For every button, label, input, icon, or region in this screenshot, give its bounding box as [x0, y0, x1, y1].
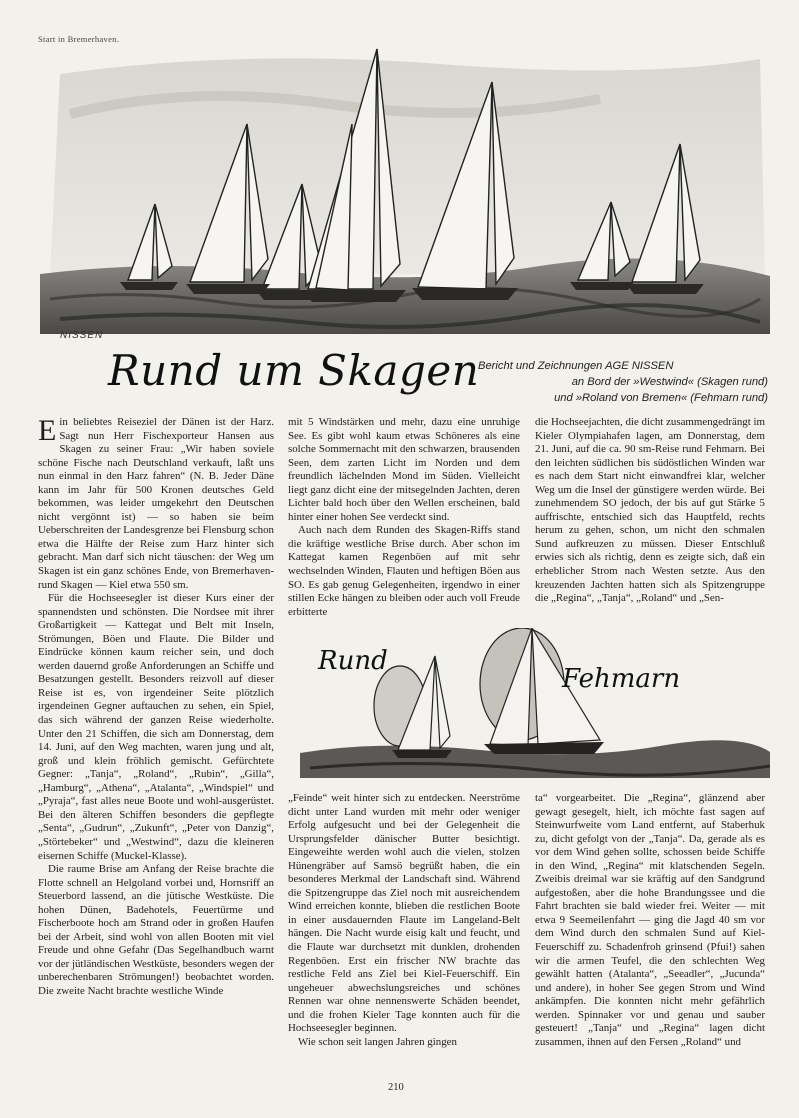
photo-caption: Start in Bremerhaven. — [38, 34, 120, 44]
text-column-1 — [38, 416, 274, 999]
paragraph: Auch nach dem Runden des Skagen-Riffs stand die kräftige westliche Brise durch. Aber schon im Kattegat kamen Regenböen auf mit sehr wechselnden Winden, Flauten und heftigen Böen aus SO. Es gab genug Gelegenheiten, irgendwo in einer stillen Ecke hängen zu bleiben oder auch voll Freude erbitterte — [288, 524, 520, 618]
sailboats-illustration — [40, 44, 770, 344]
text-column-2 — [288, 416, 520, 619]
drop-cap: E — [38, 414, 57, 447]
credits-line-1: Bericht und Zeichnungen AGE NISSEN — [478, 360, 674, 372]
credits-line-3: und »Roland von Bremen« (Fehmarn rund) — [554, 392, 768, 404]
inset-title-rund: Rund — [318, 646, 388, 676]
fehmarn-illustration — [300, 628, 770, 788]
paragraph: Für die Hochseesegler ist dieser Kurs einer der spannendsten und schönsten. Die Nordsee mit ihrer Großartigkeit — Kattegat und Belt mit Inseln, Strömungen, Böen und Flaute. Die Bilder und Eindrücke können kaum reicher sein, und doch werden dauernd große Anforderungen an Schiffe und Besatzungen gestellt. Besonders reizvoll auf dieser Reise ist es, von irgendeiner Seite plötzlich irgendeinen Gegner auftauchen zu sehen, ein Spiel, das sich während der ganzen Reise wiederholte. Unter den 21 Schiffen, die sich am Donnerstag, dem 14. Juni, auf den Weg machten, waren jung und alt, groß und klein fröhlich gemischt. Gefürchtete Gegner: „Tanja“, „Roland“, „Rubin“, „Gilla“, „Hamburg“, „Athena“, „Atalanta“, „Windspiel“ und „Pyraja“, fast alles neue Boote und wohl-ausgerüstet. Bei den älteren Schiffen besonders die gepflegte „Senta“, „Gudrun“, „Zukunft“, „Peter von Danzig“, „Störtebeker“ und „Westwind“, dazu die kleineren eisernen Schiffe (Muckel-Klasse). — [38, 592, 274, 862]
paragraph: mit 5 Windstärken und mehr, dazu eine unruhige See. Es gibt wohl kaum etwas Schöneres als eine solche Sommernacht mit den schwarzen, brausenden Seen, dem zarten Licht im Norden und dem freundlich lächelnden Mond im Süden. Vielleicht liegt ganz dicht eine der mitsegelnden Jachten, deren Lichter bald hoch über den Wellen erscheinen, bald hinter einer hohen See verdeckt sind. — [288, 416, 520, 523]
paragraph: ta“ vorgearbeitet. Die „Regina“, glänzend aber gewagt gesegelt, hielt, ich möchte fast sagen auf Steinwurfweite vom Land entfernt, auf Staberhuk zu, dicht gefolgt von der „Tanja“. Da, gerade als es vor dem Wind gehen sollte, schossen beide Schiffe in den Wind, „Regina“ mit klatschenden Segeln. Zweibis dreimal war sie kräftig auf den Sandgrund aufgestoßen, aber die hohe Brandungssee und die Fahrt brachten sie bald wieder frei. Weiter — mit etwa 9 Seemeilenfahrt — ging die Jagd 40 sm vor dem Wind durch den schmalen Sund auf Kiel-Feuerschiff zu. Schadenfroh grinsend (Pfui!) sahen wir die armen Teufel, die den schlechten Weg gewählt hatten (Atalanta“, „Seeadler“, „Jucunda“ und andere), in hoher See gegen Strom und Wind ankämpfen. Die konnten nicht mehr gefährlich werden. Spinnaker vor und genau und sauber gesteuert! „Tanja“ und „Regina“ lagen dicht zusammen, ihnen auf den Fersen „Roland“ und — [535, 792, 765, 1048]
page-number: 210 — [388, 1082, 404, 1093]
article-title: Rund um Skagen — [108, 346, 480, 395]
paragraph: die Hochseejachten, die dicht zusammengedrängt im Kieler Olympiahafen lagen, am Donnerstag, dem 21. Juni, auf die ca. 90 sm-Reise rund Fehmarn. Bei den leichten südlichen bis südöstlichen Winden war es nach dem Start nicht einwandfrei klar, welcher Weg um die Insel der günstigere werden würde. Bei zunehmendem SO jedoch, der bis auf gut Stärke 5 auffrischte, entschied sich das Hauptfeld, rechts herum zu gehen, schon, um nicht den schmalen Sund aufkreuzen zu müssen. Dieser Entschluß erwies sich als richtig, denn es zeigte sich, daß ein erheblicher Strom nach Westen setzte. Aus den kreuzenden Jachten hatten sich als Spitzengruppe die „Regina“, „Tanja“, „Roland“ und „Sen- — [535, 416, 765, 605]
artist-signature: NISSEN — [60, 330, 104, 341]
paragraph: Wie schon seit langen Jahren gingen — [298, 1035, 457, 1048]
article-credits — [478, 358, 768, 406]
text-column-3 — [535, 416, 765, 606]
paragraph: „Feinde“ weit hinter sich zu entdecken. Neerströme dicht unter Land wurden mit mehr oder weniger Erfolg aufgesucht und bei der Gelegenheit die Ursprungsfelder dänischer Butter besichtigt. Eingeweihte werden wohl auch die vielen, stolzen Hünengräber auf Samsö begrüßt haben, die ein besonderes Merkmal der Landschaft sind. Während die Spitzengruppe das Ziel noch mit ausreichendem Wind erreichen konnte, blieben die restlichen Boote in einer ausdauernden Flaute im Langeland-Belt hängen. Die Nacht wurde eisig kalt und feucht, und die Flaute war durchsetzt mit dunklen, drohenden Regenböen. Erst ein frischer NW brachte das restliche Feld ans Ziel bei Kiel-Feuerschiff. Ein ungeheuer abwechslungsreiches und schönes Rennen war ohne nennenswerte Schäden beendet, und die frohen Kieler Tage konnten auch für die Hochseesegler beginnen. — [288, 792, 520, 1035]
text-column-3-lower — [535, 792, 765, 1049]
credits-line-2: an Bord der »Westwind« (Skagen rund) — [571, 376, 768, 388]
inset-title-fehmarn: Fehmarn — [562, 664, 681, 694]
text-column-2-lower — [288, 792, 520, 1049]
paragraph: in beliebtes Reiseziel der Dänen ist der Harz. Sagt nun Herr Fischexporteur Hansen aus Skagen zu seiner Frau: „Wir haben soviele schöne Fische nach Deutschland verkauft, laßt uns nun einmal in den Harz fahren“ (N. B. Jeder Däne kann im Jahr für 500 Kronen deutsches Geld bekommen, was leider umgekehrt den Deutschen nicht vergönnt ist) — so haben sie beim Ueberschreiten der Landesgrenze bei Flensburg schon etwa die Hälfte der Reise zum Harz hinter sich gebracht. Man darf sich nicht täuschen: der Weg um Skagen ist ein ganz schönes Ende, von Bremerhaven-rund Skagen — Kiel etwa 550 sm. — [38, 416, 274, 591]
paragraph: Die raume Brise am Anfang der Reise brachte die Flotte schnell an Helgoland vorbei und, Hornsriff an Steuerbord lassend, an die jütische Westküste. Die hohen Dünen, Badehotels, Feuertürme und Fischerboote hoch am Strand oder in großen Haufen bei der Arbeit, sind wohl von allen Booten mit viel Freude und ohne Gefahr (Das Segelhandbuch warnt vor der jütländischen Westküste, besonders wegen der unberechenbaren Strömungen!) beobachtet worden. Die zweite Nacht brachte westliche Winde — [38, 863, 274, 997]
